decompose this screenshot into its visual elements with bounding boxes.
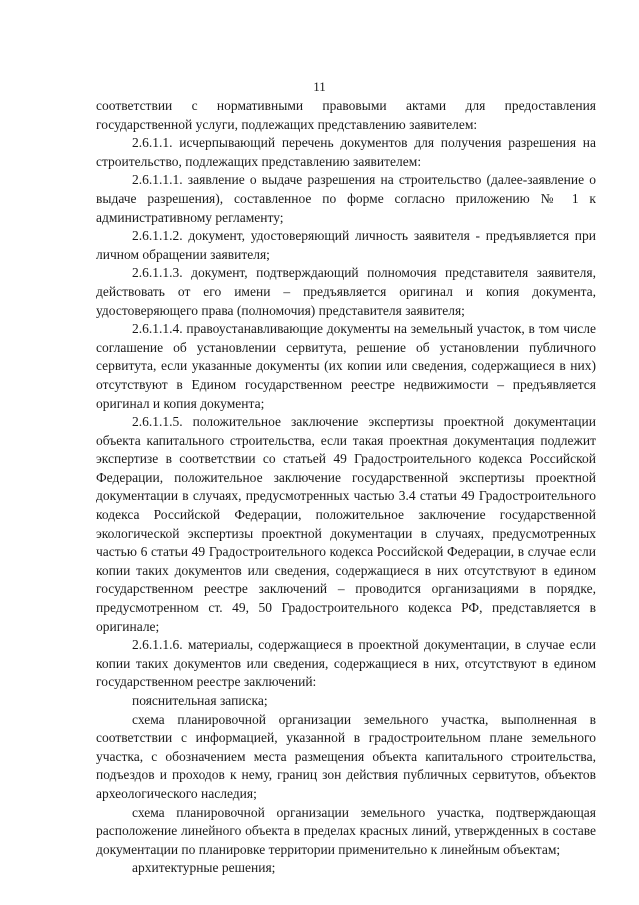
list-item: схема планировочной организации земельного участка, подтверждающая расположение линейного объекта в пределах красных линий, утвержденных в составе документации по планировке территории применительно к линейным объектам; bbox=[96, 804, 596, 857]
paragraph-2-6-1-1-3: 2.6.1.1.3. документ, подтверждающий полномочия представителя заявителя, действовать от его имени – предъявляется оригинал и копия документа, удостоверяющего права (полномочия) представителя заявителя; bbox=[96, 265, 596, 318]
document-body bbox=[96, 97, 596, 878]
page-number: 11 bbox=[313, 79, 326, 94]
paragraph-2-6-1-1-5: 2.6.1.1.5. положительное заключение экспертизы проектной документации объекта капитального строительства, если такая проектная документация подлежит экспертизе в соответствии со статьей 49 Градостроительного кодекса Российской Федерации, положительное заключение государственной экспертизы проектной документации в случаях, предусмотренных частью 3.4 статьи 49 Градостроительного кодекса Российской Федерации, положительное заключение государственной экологической экспертизы проектной документации в случаях, предусмотренных частью 6 статьи 49 Градостроительного кодекса Российской Федерации, в случае если копии таких документов или сведения, содержащиеся в них отсутствуют в едином государственном реестре заключений – проводится организациями в порядке, предусмотренном ст. 49, 50 Градостроительного кодекса РФ, представляется в оригинале; bbox=[96, 414, 596, 634]
paragraph-2-6-1-1-1: 2.6.1.1.1. заявление о выдаче разрешения на строительство (далее-заявление о выдаче разрешения), составленное по форме согласно приложению № 1 к административному регламенту; bbox=[96, 172, 596, 225]
list-item: архитектурные решения; bbox=[132, 860, 276, 876]
paragraph-2-6-1-1: 2.6.1.1. исчерпывающий перечень документов для получения разрешения на строительство, подлежащих представлению заявителем: bbox=[96, 135, 596, 169]
list-item: пояснительная записка; bbox=[132, 693, 268, 708]
list-item: схема планировочной организации земельного участка, выполненная в соответствии с информацией, указанной в градостроительном плане земельного участка, с обозначением места размещения объекта капитального строительства, подъездов и проходов к нему, границ зон действия публичных сервитутов, объектов археологического наследия; bbox=[96, 711, 596, 801]
paragraph-2-6-1-1-6: 2.6.1.1.6. материалы, содержащиеся в проектной документации, в случае если копии таких документов или сведения, содержащиеся в них, отсутствуют в едином государственном реестре заключений: bbox=[96, 637, 596, 690]
paragraph-2-6-1-1-2: 2.6.1.1.2. документ, удостоверяющий личность заявителя - предъявляется при личном обращении заявителя; bbox=[96, 228, 596, 262]
paragraph-continuation: соответствии с нормативными правовыми актами для предоставления государственной услуги, подлежащих представлению заявителем: bbox=[96, 98, 596, 132]
paragraph-2-6-1-1-4: 2.6.1.1.4. правоустанавливающие документы на земельный участок, в том числе соглашение об установлении сервитута, решение об установлении публичного сервитута, если указанные документы (их копии или сведения, содержащиеся в них) отсутствуют в Едином государственном реестре недвижимости – предъявляется оригинал и копия документа; bbox=[96, 321, 596, 411]
